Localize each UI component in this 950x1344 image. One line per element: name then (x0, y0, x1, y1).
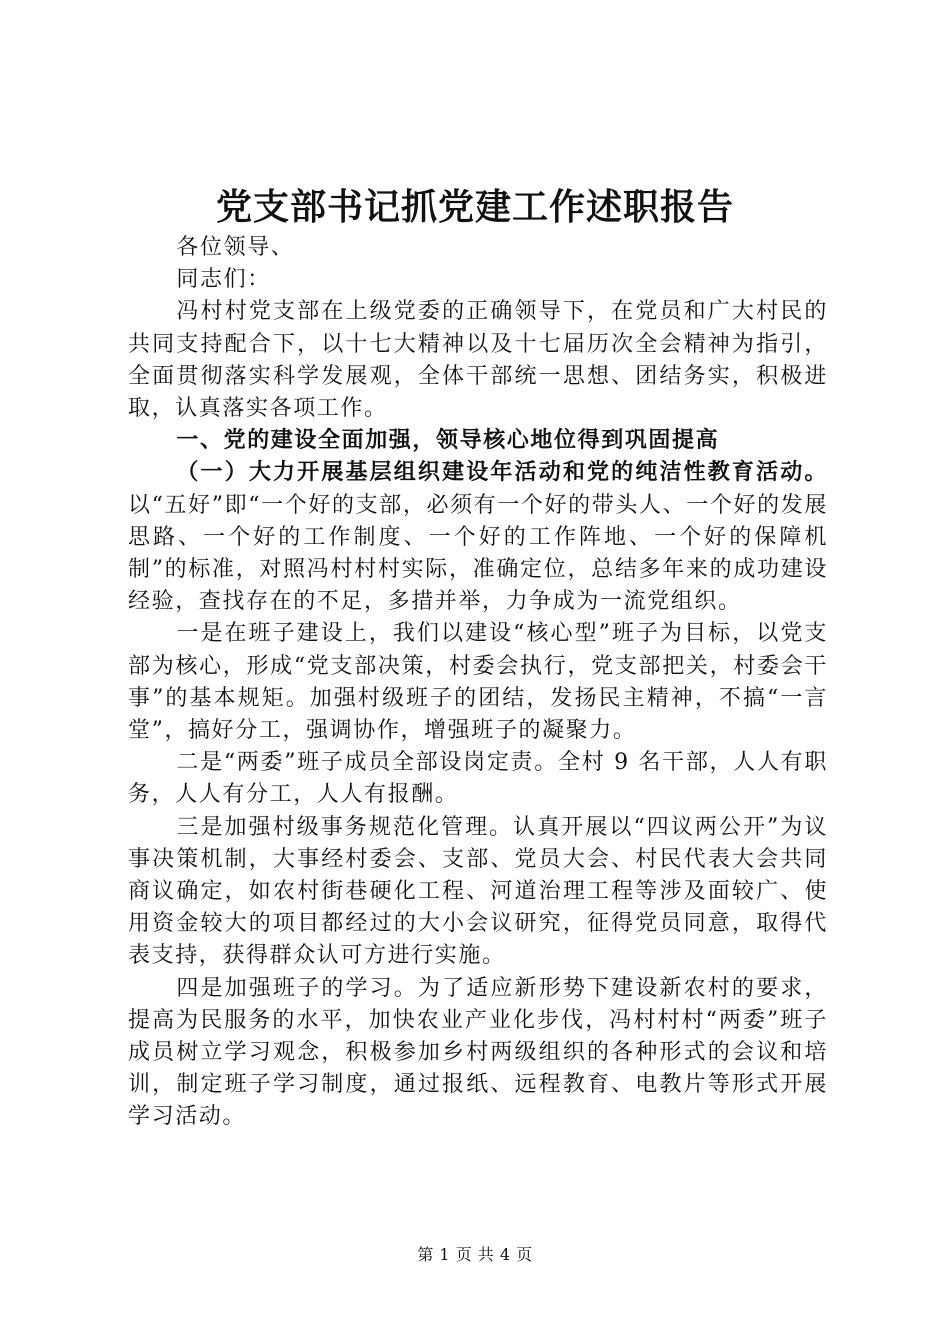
section-1-heading: 一、党的建设全面加强，领导核心地位得到巩固提高 (176, 428, 720, 454)
intro-paragraph: 冯村村党支部在上级党委的正确领导下，在党员和广大村民的共同支持配合下，以十七大精神以及十七届历次全会精神为指引，全面贯彻落实科学发展观，全体干部统一思想、团结务实，积极进取，认真落实各项工作。 (128, 299, 828, 422)
subsection-1-paragraph (128, 457, 828, 618)
subsection-1-body: 以“五好”即“一个好的支部，必须有一个好的带头人、一个好的发展思路、一个好的工作制度、一个好的工作阵地、一个好的保障机制”的标准，对照冯村村村实际，准确定位，总结多年来的成功建设经验，查找存在的不足，多措并举，力争成为一流党组织。 (128, 492, 828, 615)
subsection-1-heading: （一）大力开展基层组织建设年活动和党的纯洁性教育活动。 (176, 460, 828, 486)
point-2-paragraph: 二是“两委”班子成员全部设岗定责。全村 9 名干部，人人有职务，人人有分工，人人有报酬。 (128, 750, 828, 808)
salutation-comrades: 同志们： (176, 267, 271, 293)
page-footer: 第 1 页 共 4 页 (417, 1245, 533, 1264)
point-3-paragraph: 三是加强村级事务规范化管理。认真开展以“四议两公开”为议事决策机制，大事经村委会、支部、党员大会、村民代表大会共同商议确定，如农村街巷硬化工程、河道治理工程等涉及面较广、使用资金较大的项目都经过的大小会议研究，征得党员同意，取得代表支持，获得群众认可方进行实施。 (128, 814, 828, 969)
document-body (128, 232, 828, 1134)
point-4-paragraph: 四是加强班子的学习。为了适应新形势下建设新农村的要求，提高为民服务的水平，加快农业产业化步伐，冯村村村“两委”班子成员树立学习观念，积极参加乡村两级组织的各种形式的会议和培训，制定班子学习制度，通过报纸、远程教育、电教片等形式开展学习活动。 (128, 975, 828, 1130)
document-title: 党支部书记抓党建工作述职报告 (215, 186, 734, 228)
salutation-leaders: 各位领导、 (176, 235, 295, 260)
point-1-paragraph: 一是在班子建设上，我们以建设“核心型”班子为目标，以党支部为核心，形成“党支部决策，村委会执行，党支部把关，村委会干事”的基本规矩。加强村级班子的团结，发扬民主精神，不搞“一言堂”，搞好分工，强调协作，增强班子的凝聚力。 (128, 621, 828, 744)
